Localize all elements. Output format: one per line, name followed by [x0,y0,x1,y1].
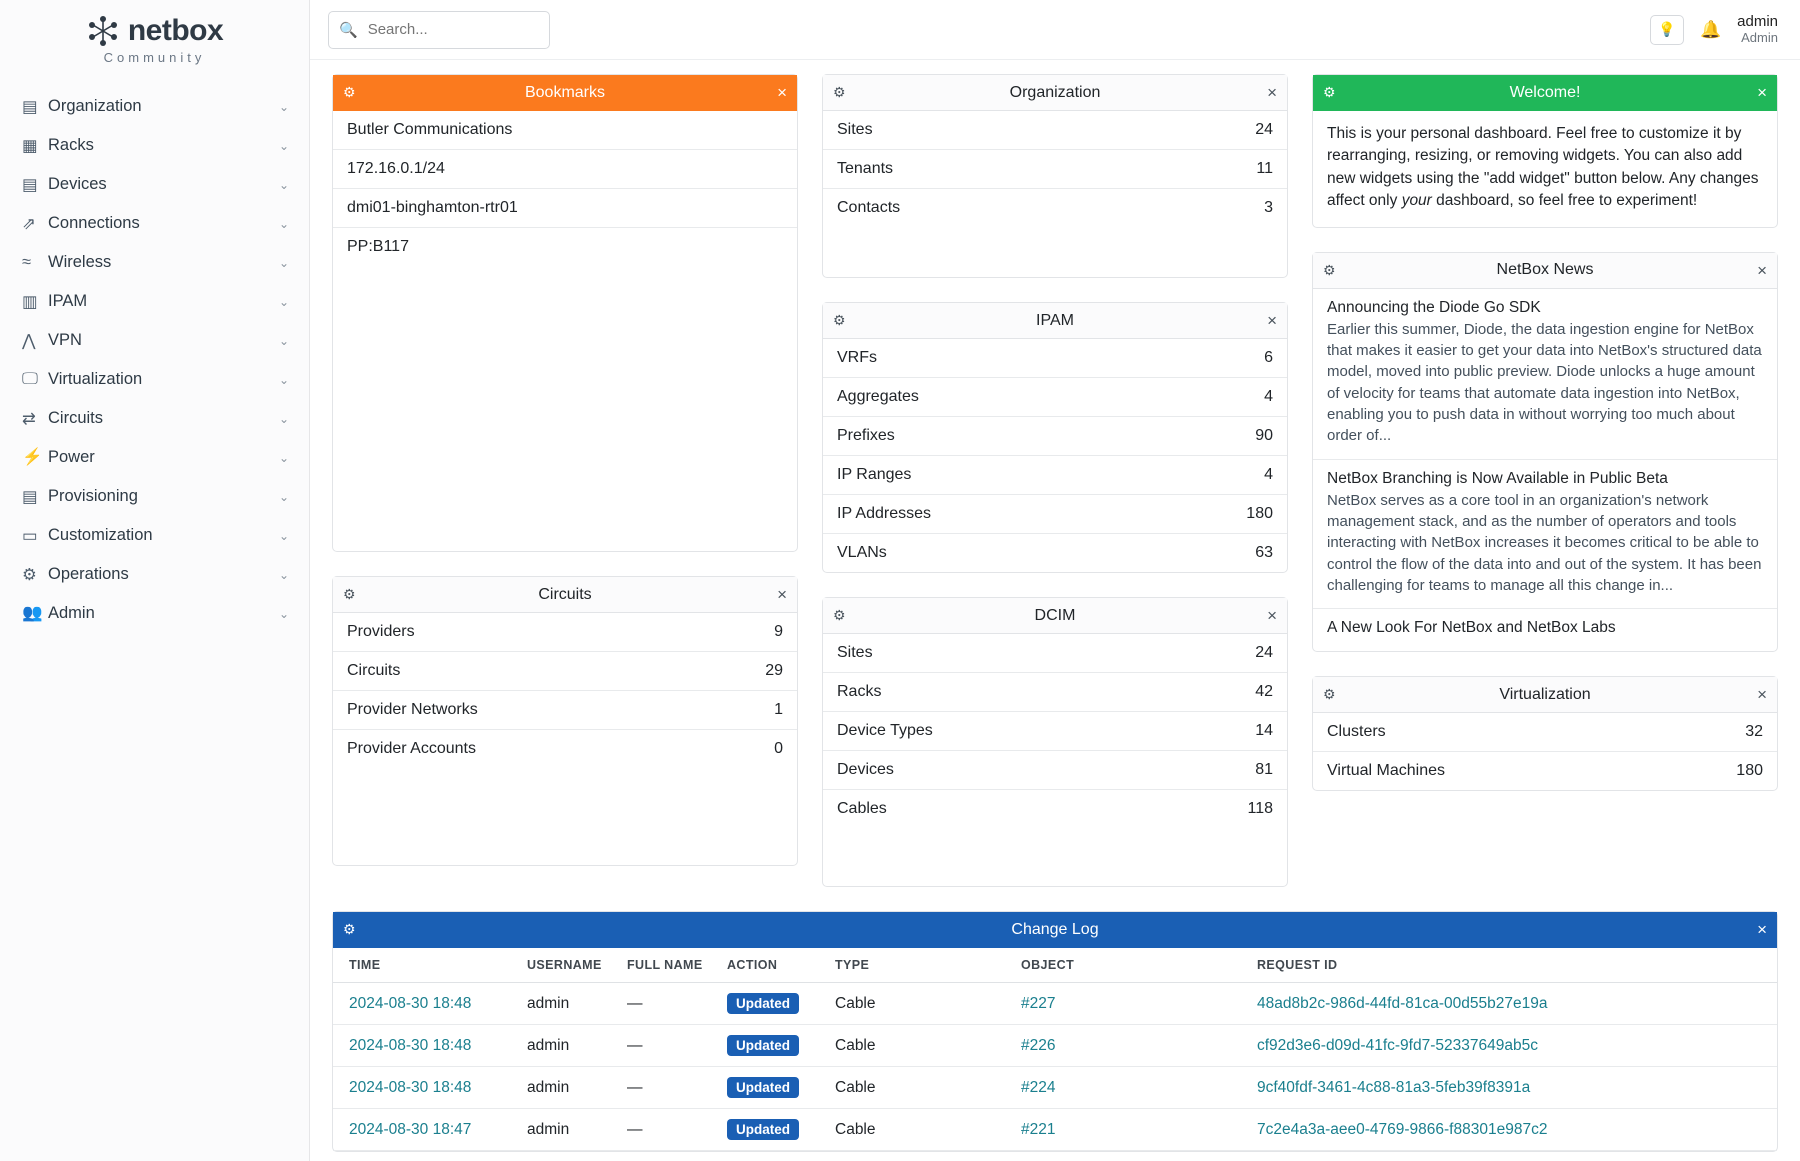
list-item[interactable]: PP:B117 [347,238,409,255]
netbox-logo-icon [86,14,120,48]
rack-icon: ▦ [22,136,38,155]
widget-organization-header [823,75,1287,111]
sidebar-item-provisioning[interactable] [0,477,309,516]
close-icon[interactable]: × [1267,606,1277,625]
widget-changelog [332,911,1778,1152]
welcome-text-emphasis: your [1401,192,1432,210]
column-header-fullname[interactable]: FULL NAME [619,948,719,983]
stat-row[interactable] [823,634,1287,673]
stat-label: Device Types [837,722,933,739]
close-icon[interactable]: × [777,83,787,102]
stat-row[interactable] [1313,713,1777,752]
main-area [310,0,1800,1161]
changelog-request-id-link[interactable]: 7c2e4a3a-aee0-4769-9866-f88301e987c2 [1257,1120,1548,1138]
gear-icon[interactable]: ⚙ [833,84,846,100]
changelog-time-link[interactable]: 2024-08-30 18:48 [349,1078,472,1096]
stat-row[interactable] [823,534,1287,572]
changelog-username: admin [519,1109,619,1151]
stat-value: 180 [1246,505,1273,522]
news-item [1313,460,1777,609]
gear-icon[interactable]: ⚙ [1323,84,1336,100]
news-item [1313,609,1777,651]
stat-row[interactable] [823,673,1287,712]
widget-dcim [822,597,1288,887]
widget-news-header [1313,253,1777,289]
chevron-down-icon: ⌄ [278,294,289,309]
chevron-down-icon: ⌄ [278,216,289,231]
widget-netbox-news [1312,252,1778,652]
stat-value: 0 [774,740,783,757]
gear-icon[interactable]: ⚙ [833,312,846,328]
stat-label: Sites [837,644,873,661]
user-menu[interactable] [1737,13,1778,45]
stat-row[interactable] [333,691,797,730]
stat-row[interactable] [823,378,1287,417]
widget-ipam-body [823,339,1287,572]
changelog-time-link[interactable]: 2024-08-30 18:47 [349,1120,472,1138]
sidebar-item-customization[interactable] [0,516,309,555]
stat-label: IP Addresses [837,505,931,522]
news-title[interactable]: NetBox Branching is Now Available in Public Beta [1327,469,1668,487]
widget-bookmarks-header [333,75,797,111]
changelog-request-id-link[interactable]: 9cf40fdf-3461-4c88-81a3-5feb39f8391a [1257,1078,1531,1096]
stat-value: 14 [1255,722,1273,739]
table-row [333,1025,1777,1067]
changelog-header-row [333,948,1777,983]
stat-label: Circuits [347,662,401,679]
stat-label: Provider Networks [347,701,478,718]
gear-icon[interactable]: ⚙ [1323,686,1336,703]
changelog-table [333,948,1777,1151]
news-body: Earlier this summer, Diode, the data ingestion engine for NetBox that makes it easier to get your data into NetBox's structured data model, moved into public preview. Diode unlocks a huge amount of velocity for teams that automate data ingestion into NetBox, enabling you to push data in without worrying too much about order of... [1327,320,1762,445]
widget-circuits-body [333,613,797,865]
stat-value: 118 [1247,800,1273,817]
sidebar-item-label: Devices [48,175,107,193]
stat-label: IP Ranges [837,466,912,483]
status-badge: Updated [727,1119,799,1140]
stat-value: 90 [1255,427,1273,444]
widget-organization [822,74,1288,278]
notifications-bell-icon[interactable]: 🔔 [1699,19,1722,39]
widget-title: Welcome! [1509,83,1581,101]
stat-value: 9 [774,623,783,640]
chevron-down-icon: ⌄ [278,528,289,543]
chevron-down-icon: ⌄ [278,99,289,114]
stat-row[interactable] [823,712,1287,751]
widget-organization-body [823,111,1287,277]
widget-ipam-header [823,303,1287,339]
stat-label: Clusters [1327,723,1386,741]
user-name: admin [1737,13,1778,31]
changelog-type: Cable [827,1067,1013,1109]
widget-bookmarks [332,74,798,552]
sidebar-item-label: Customization [48,526,153,544]
changelog-body [333,983,1777,1151]
sidebar-item-label: IPAM [48,292,88,310]
close-icon[interactable]: × [1757,260,1767,280]
chevron-down-icon: ⌄ [278,177,289,192]
chevron-down-icon: ⌄ [278,411,289,426]
briefcase-icon: ▭ [22,526,38,545]
brand[interactable] [0,0,309,75]
changelog-type: Cable [827,1109,1013,1151]
chevron-down-icon: ⌄ [278,489,289,504]
news-item [1313,289,1777,460]
chevron-down-icon: ⌄ [278,372,289,387]
stat-value: 32 [1745,723,1763,741]
close-icon[interactable]: × [1757,83,1767,102]
lightbulb-icon: 💡 [1658,21,1676,37]
vpn-icon: ⋀ [22,331,36,350]
stat-value: 180 [1736,762,1763,780]
stat-value: 3 [1264,199,1273,216]
gear-icon[interactable]: ⚙ [343,84,356,100]
stat-label: Racks [837,683,882,700]
widget-title: Virtualization [1499,685,1591,703]
status-badge: Updated [727,1035,799,1056]
changelog-username: admin [519,983,619,1025]
close-icon[interactable]: × [777,585,787,604]
column-header-type[interactable]: TYPE [827,948,1013,983]
sidebar-item-label: VPN [48,331,82,349]
chevron-down-icon: ⌄ [278,450,289,465]
widget-welcome-header [1313,75,1777,111]
widget-title: Bookmarks [524,83,606,101]
stat-row[interactable] [823,495,1287,534]
stat-row[interactable] [823,751,1287,790]
widget-title: IPAM [1036,311,1074,329]
gear-icon[interactable]: ⚙ [343,921,356,937]
welcome-text [1313,111,1777,227]
stat-value: 29 [765,662,783,679]
chevron-down-icon: ⌄ [278,333,289,348]
stat-value: 6 [1264,349,1273,366]
sidebar-item-power[interactable] [0,438,309,477]
column-header-request-id[interactable]: REQUEST ID [1249,948,1777,983]
stat-value: 24 [1255,644,1273,661]
stat-value: 11 [1256,160,1273,177]
stat-label: Providers [347,623,415,640]
news-title[interactable]: Announcing the Diode Go SDK [1327,298,1541,316]
changelog-username: admin [519,1025,619,1067]
stat-label: Aggregates [837,388,919,405]
sidebar [0,0,310,1161]
widget-title: DCIM [1034,606,1076,624]
changelog-type: Cable [827,1025,1013,1067]
list-item[interactable]: 172.16.0.1/24 [333,150,797,189]
search-input[interactable] [366,20,539,39]
circuit-icon: ⇄ [22,409,36,428]
close-icon[interactable]: × [1267,311,1277,330]
stat-value: 4 [1264,388,1273,405]
changelog-object-link[interactable]: #221 [1021,1120,1056,1138]
changelog-request-id-link[interactable]: cf92d3e6-d09d-41fc-9fd7-52337649ab5c [1257,1036,1538,1054]
stat-label: Prefixes [837,427,895,444]
gear-icon[interactable]: ⚙ [1323,261,1336,278]
ip-icon: ▥ [22,292,38,311]
changelog-request-id-link[interactable]: 48ad8b2c-986d-44fd-81ca-00d55b27e19a [1257,994,1548,1012]
brand-logo [86,14,223,48]
user-role: Admin [1741,29,1778,45]
chevron-down-icon: ⌄ [278,138,289,153]
stat-label: Virtual Machines [1327,762,1445,780]
stat-row[interactable] [823,189,1287,227]
widget-dcim-header [823,598,1287,634]
sidebar-item-label: Wireless [48,253,112,271]
stat-label: VLANs [837,544,887,561]
brand-subtitle: Community [103,50,206,65]
widget-title: NetBox News [1496,261,1594,279]
sidebar-item-operations[interactable] [0,555,309,594]
stat-row[interactable] [333,730,797,768]
close-icon[interactable]: × [1267,83,1277,102]
widget-bookmarks-body [333,111,797,551]
cogs-icon: ⚙ [22,565,37,584]
stat-row[interactable] [823,150,1287,189]
sidebar-item-circuits[interactable] [0,399,309,438]
column-header-action[interactable]: ACTION [719,948,827,983]
column-header-object[interactable]: OBJECT [1013,948,1249,983]
sidebar-item-label: Organization [48,97,142,115]
chevron-down-icon: ⌄ [278,606,289,621]
changelog-type: Cable [827,983,1013,1025]
monitor-icon: 🖵 [22,370,38,388]
widget-title: Organization [1009,83,1101,101]
wifi-icon: ≈ [22,253,32,271]
widget-dcim-body [823,634,1287,886]
search-icon: 🔍 [339,21,358,39]
table-row [333,983,1777,1025]
gear-icon[interactable]: ⚙ [833,607,846,623]
list-item[interactable]: dmi01-binghamton-rtr01 [333,189,797,228]
sidebar-item-ipam[interactable] [0,282,309,321]
stat-label: Contacts [837,199,901,216]
stat-label: Tenants [837,160,894,177]
widget-circuits [332,576,798,866]
sidebar-item-organization[interactable] [0,87,309,126]
sidebar-item-wireless[interactable] [0,243,309,282]
widget-title: Circuits [538,585,592,603]
chevron-down-icon: ⌄ [278,567,289,582]
widget-title: Change Log [1011,920,1099,938]
connection-icon: ⇗ [22,214,36,233]
sidebar-item-virtualization[interactable] [0,360,309,399]
changelog-fullname: — [619,1067,719,1109]
stat-row[interactable] [333,613,797,652]
welcome-text-part2: dashboard, so feel free to experiment! [1431,192,1698,210]
stat-value: 81 [1255,761,1273,778]
stat-value: 1 [774,701,783,718]
widget-ipam [822,302,1288,573]
theme-toggle-button[interactable] [1650,15,1684,45]
stat-row[interactable] [1313,752,1777,790]
news-body: NetBox serves as a core tool in an organization's network management stack, and as the number of operators and tools interacting with NetBox increases it becomes critical to be able to control the flow of the data into and out of the system. It has been challenging for teams to manage all this change in... [1327,491,1762,594]
stat-label: Cables [837,800,887,817]
changelog-section [310,887,1800,1152]
stat-row[interactable] [823,456,1287,495]
users-icon: 👥 [22,604,43,622]
widget-virtualization-header [1313,677,1777,713]
stat-value: 4 [1264,466,1273,483]
stat-label: Sites [837,121,873,138]
stat-label: Devices [837,761,894,778]
power-icon: ⚡ [22,448,43,466]
clipboard-icon: ▤ [22,487,38,506]
sidebar-item-racks[interactable] [0,126,309,165]
close-icon[interactable]: × [1757,920,1767,939]
stat-value: 42 [1255,683,1273,700]
sidebar-item-devices[interactable] [0,165,309,204]
widget-changelog-header [333,912,1777,948]
changelog-fullname: — [619,1025,719,1067]
topbar [310,0,1800,60]
changelog-fullname: — [619,983,719,1025]
sidebar-item-label: Virtualization [48,370,143,388]
sidebar-item-label: Provisioning [48,487,138,505]
changelog-time-link[interactable]: 2024-08-30 18:48 [349,1036,472,1054]
table-row [333,1109,1777,1151]
stat-value: 63 [1255,544,1273,561]
domain-icon: ▤ [22,97,38,116]
table-row [333,1067,1777,1109]
sidebar-item-admin[interactable] [0,594,309,633]
widget-news-body [1313,289,1777,651]
dashboard-column-3 [1312,74,1778,791]
server-icon: ▤ [22,175,38,194]
status-badge: Updated [727,993,799,1014]
dashboard-column-2 [822,74,1288,887]
brand-name: netbox [127,14,224,47]
widget-virtualization-body [1313,713,1777,790]
stat-row[interactable] [333,652,797,691]
widget-circuits-header [333,577,797,613]
stat-value: 24 [1255,121,1273,138]
dashboard-column-1 [332,74,798,866]
search-box[interactable] [328,11,550,49]
sidebar-item-label: Racks [48,136,94,154]
list-item[interactable]: Butler Communications [333,111,797,150]
sidebar-item-connections[interactable] [0,204,309,243]
sidebar-nav [0,87,309,633]
changelog-object-link[interactable]: #227 [1021,994,1056,1012]
status-badge: Updated [727,1077,799,1098]
gear-icon[interactable]: ⚙ [343,586,356,602]
stat-row[interactable] [823,339,1287,378]
widget-welcome [1312,74,1778,228]
topbar-actions [1650,13,1778,45]
sidebar-item-label: Circuits [48,409,104,427]
stat-row[interactable] [823,790,1287,828]
changelog-fullname: — [619,1109,719,1151]
changelog-head [333,948,1777,983]
column-header-time[interactable]: TIME [333,948,519,983]
column-header-username[interactable]: USERNAME [519,948,619,983]
sidebar-item-label: Operations [48,565,129,583]
chevron-down-icon: ⌄ [278,255,289,270]
stat-row[interactable] [823,111,1287,150]
changelog-username: admin [519,1067,619,1109]
stat-label: VRFs [837,349,877,366]
changelog-time-link[interactable]: 2024-08-30 18:48 [349,994,472,1012]
stat-row[interactable] [823,417,1287,456]
dashboard-grid [310,60,1800,887]
widget-virtualization [1312,676,1778,791]
sidebar-item-label: Power [48,448,95,466]
sidebar-item-label: Connections [48,214,140,232]
changelog-object-link[interactable]: #224 [1021,1078,1056,1096]
welcome-text-part1: This is your personal dashboard. Feel free to customize it by rearranging, resizing, or removing widgets. You can also add new widgets using the "add widget" button below. Any changes affect only [1327,125,1759,210]
stat-label: Provider Accounts [347,740,476,757]
sidebar-item-vpn[interactable] [0,321,309,360]
close-icon[interactable]: × [1757,685,1767,705]
news-title[interactable]: A New Look For NetBox and NetBox Labs [1327,619,1616,637]
changelog-object-link[interactable]: #226 [1021,1036,1056,1054]
sidebar-item-label: Admin [48,604,95,622]
